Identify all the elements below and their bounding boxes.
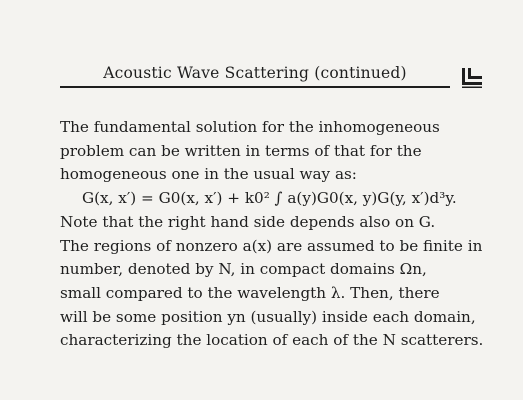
- body-line: small compared to the wavelength λ. Then, there: [60, 283, 440, 302]
- body-line: problem can be written in terms of that for the: [60, 141, 422, 160]
- body-line: The regions of nonzero a(x) are assumed to be finite in: [60, 236, 483, 255]
- body-line: will be some position yn (usually) inside each domain,: [60, 307, 476, 326]
- slide-body: [60, 116, 500, 353]
- equation-line: G(x, x′) = G0(x, x′) + k0² ∫ a(y)G0(x, y)G(y, x′)d³y.: [82, 189, 457, 208]
- body-line: number, denoted by N, in compact domains Ωn,: [60, 260, 427, 279]
- slide-title: Acoustic Wave Scattering (continued): [103, 64, 407, 82]
- body-line: The fundamental solution for the inhomogeneous: [60, 118, 440, 136]
- institution-logo-icon: [461, 68, 483, 88]
- body-line: homogeneous one in the usual way as:: [60, 165, 357, 184]
- body-line: Note that the right hand side depends also on G.: [60, 212, 436, 231]
- body-line: characterizing the location of each of the N scatterers.: [60, 331, 484, 350]
- title-rule: [60, 86, 450, 88]
